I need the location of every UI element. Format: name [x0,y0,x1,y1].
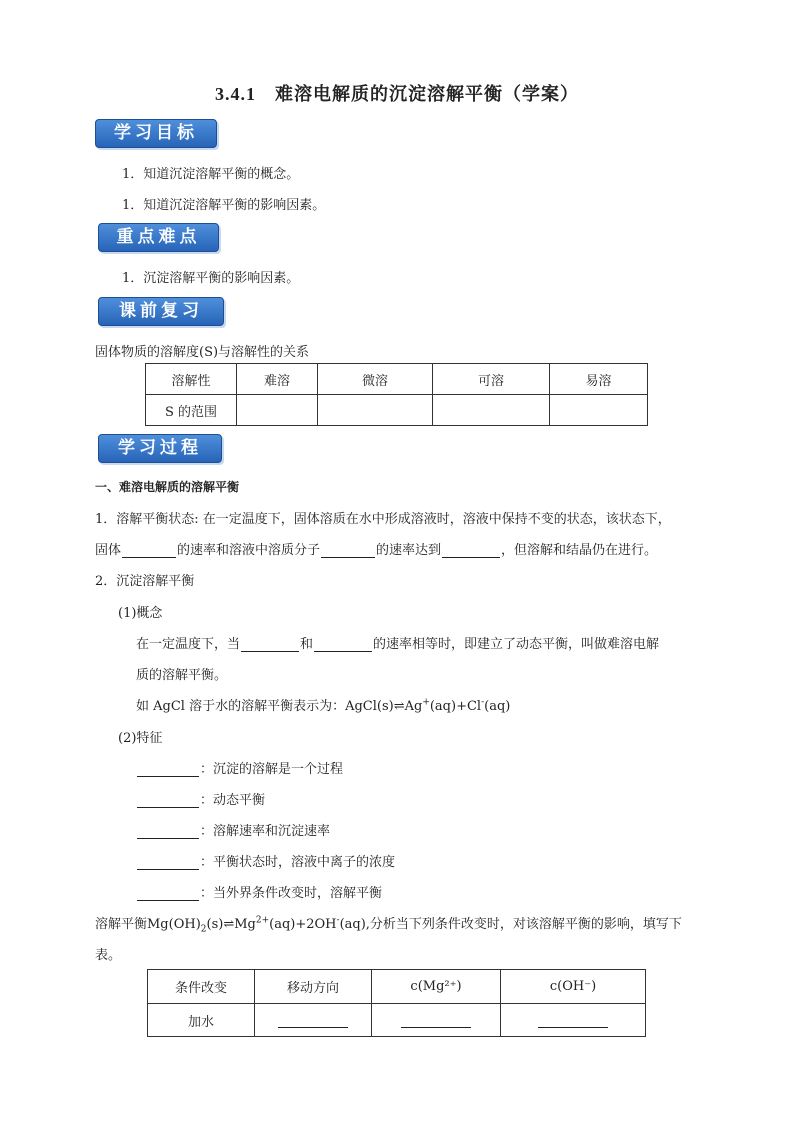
banner-process: 学习过程 [98,434,222,463]
text: 如 AgCl 溶于水的溶解平衡表示为：AgCl(s)⇌Ag [136,699,423,714]
feature-item [136,820,330,839]
banner-key-points: 重点难点 [98,223,219,252]
concept-line-2: 质的溶解平衡。 [136,668,228,683]
paragraph-2-heading: 2．沉淀溶解平衡 [95,574,195,589]
paragraph-1-line-1: 1．溶解平衡状态: 在一定温度下，固体溶质在水中形成溶液时，溶液中保持不变的状态，该状态下， [95,512,671,527]
concept-label: (1)概念 [118,606,163,621]
text: ：动态平衡 [200,793,266,808]
table-header: c(OH⁻) [501,970,646,1004]
text: ，但溶解和结晶仍在进行。 [501,543,658,558]
fill-blank[interactable] [137,793,199,808]
text: ：溶解速率和沉淀速率 [200,824,331,839]
table-row [146,395,648,426]
fill-blank[interactable] [314,637,372,652]
equilibrium-table [147,969,646,1037]
table-cell: 溶解性 [146,364,237,395]
banner-review: 课前复习 [98,297,224,326]
mg-equation-line [95,913,682,935]
fill-blank[interactable] [278,1013,348,1028]
fill-blank[interactable] [137,762,199,777]
banner-objectives: 学习目标 [95,119,217,148]
paragraph-1-line-2 [95,539,657,558]
table-row [146,364,648,395]
superscript: - [336,915,340,926]
text: (aq)+2OH [269,917,337,932]
review-intro: 固体物质的溶解度(S)与溶解性的关系 [95,345,310,360]
fill-blank[interactable] [137,855,199,870]
fill-blank[interactable] [321,543,375,558]
concept-line-1 [136,633,659,652]
fill-blank[interactable] [122,543,176,558]
table-cell-blank[interactable] [550,395,648,426]
table-header: 移动方向 [255,970,372,1004]
fill-blank[interactable] [401,1013,471,1028]
section-heading: 一、难溶电解质的溶解平衡 [95,480,240,494]
feature-item [136,882,382,901]
text: (aq),分析当下列条件改变时，对该溶解平衡的影响，填写下 [339,917,682,932]
table-cell-blank[interactable] [433,395,550,426]
table-cell: 可溶 [433,364,550,395]
table-cell-blank[interactable] [237,395,318,426]
fill-blank[interactable] [241,637,299,652]
objective-item-2: 1．知道沉淀溶解平衡的影响因素。 [122,198,326,213]
feature-item [136,789,265,808]
key-point-item-1: 1．沉淀溶解平衡的影响因素。 [122,271,300,286]
text: 的速率和溶液中溶质分子 [177,543,321,558]
text: 的速率达到 [376,543,442,558]
table-header: c(Mg²⁺) [372,970,501,1004]
table-cell: 难溶 [237,364,318,395]
text: (aq)+Cl [429,699,482,714]
table-cell: 微溶 [318,364,433,395]
table-cell-blank[interactable] [318,395,433,426]
table-cell: S 的范围 [146,395,237,426]
table-row [148,1004,646,1037]
text: ：当外界条件改变时，溶解平衡 [200,886,383,901]
text: 的速率相等时，即建立了动态平衡，叫做难溶电解 [373,637,660,652]
fill-blank[interactable] [442,543,500,558]
table-cell [372,1004,501,1037]
feature-item [136,758,343,777]
text: ：沉淀的溶解是一个过程 [200,762,344,777]
table-header: 条件改变 [148,970,255,1004]
subscript: 2 [200,924,207,935]
table-cell: 易溶 [550,364,648,395]
fill-blank[interactable] [137,824,199,839]
text: 溶解平衡Mg(OH) [95,917,201,932]
features-label: (2)特征 [118,731,163,746]
text: (aq) [484,699,511,714]
text: 在一定温度下，当 [136,637,241,652]
fill-blank[interactable] [137,886,199,901]
text: ：平衡状态时，溶液中离子的浓度 [200,855,396,870]
fill-blank[interactable] [538,1013,608,1028]
table-cell [501,1004,646,1037]
table-cell [255,1004,372,1037]
table-row [148,970,646,1004]
superscript: + [422,697,430,708]
mg-equation-line-2: 表。 [95,948,122,963]
superscript: 2+ [255,915,270,926]
concept-example [136,695,510,714]
text: 和 [300,637,314,652]
text: 固体 [95,543,122,558]
solubility-table [145,363,648,426]
page-title: 3.4.1 难溶电解质的沉淀溶解平衡（学案） [215,84,579,104]
text: (s)⇌Mg [206,917,256,932]
superscript: - [481,697,485,708]
feature-item [136,851,395,870]
table-cell: 加水 [148,1004,255,1037]
objective-item-1: 1．知道沉淀溶解平衡的概念。 [122,167,300,182]
